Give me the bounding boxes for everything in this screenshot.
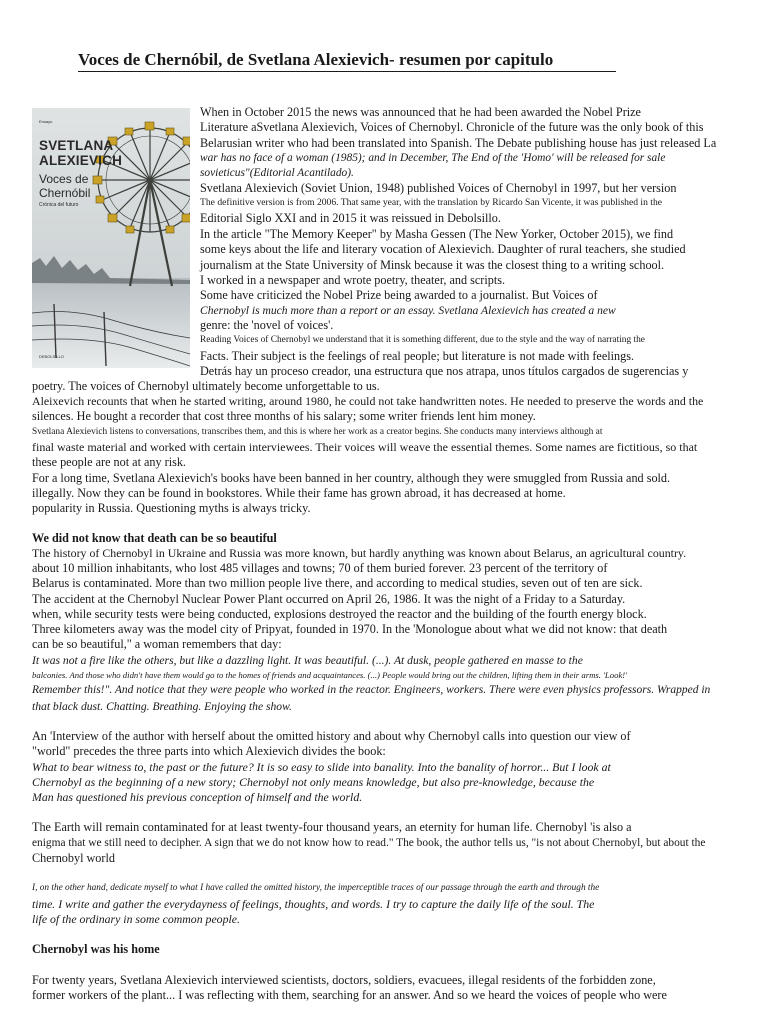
text-line: Belarus is contaminated. More than two million people live there, and according to medical studies, seven out of ten are sick. (32, 576, 643, 590)
text-line: Editorial Siglo XXI and in 2015 it was reissued in Debolsillo. (200, 211, 501, 225)
text-line: An 'Interview of the author with herself about the omitted history and about why Chernobyl calls into question our view of (32, 729, 631, 743)
text-line: The definitive version is from 2006. That same year, with the translation by Ricardo San Vicente, it was published in the (200, 197, 663, 208)
text-line: In the article "The Memory Keeper" by Masha Gessen (The New Yorker, October 2015), we find (200, 227, 674, 241)
text-line: Belarusian writer who had been translated into Spanish. The Debate publishing house has just released La (200, 136, 717, 150)
text-line: former workers of the plant... I was reflecting with them, searching for an answer. And so we heard the voices of people who were (32, 988, 667, 1002)
text-line: Chernobyl is much more than a report or an essay. Svetlana Alexievich has created a new (200, 304, 616, 317)
text-line: popularity in Russia. Questioning myths is always tricky. (32, 501, 311, 515)
cover-book-title-1: Voces de (39, 172, 89, 186)
cover-subtitle: Crónica del futuro (39, 202, 79, 208)
text-line: silences. He bought a recorder that cost three months of his salary; some writer friends lent him money. (32, 409, 536, 423)
text-line: Some have criticized the Nobel Prize being awarded to a journalist. But Voices of (200, 288, 598, 302)
text-line: journalism at the State University of Minsk because it was the closest thing to a writing school. (200, 258, 665, 272)
section-heading: We did not know that death can be so beautiful (32, 531, 277, 545)
text-line: that black dust. Chatting. Breathing. Enjoying the show. (32, 700, 292, 713)
text-line: The Earth will remain contaminated for at least twenty-four thousand years, an eternity for human life. Chernobyl 'is also a (32, 820, 632, 834)
text-line: can be so beautiful," a woman remembers that day: (32, 637, 282, 651)
text-line: When in October 2015 the news was announced that he had been awarded the Nobel Prize (200, 105, 641, 119)
document-title: Voces de Chernóbil, de Svetlana Alexievich- resumen por capitulo (78, 50, 616, 72)
text-line: genre: the 'novel of voices'. (200, 318, 334, 332)
text-line: Literature aSvetlana Alexievich, Voices of Chernobyl. Chronicle of the future was the only book of this (200, 120, 704, 134)
text-line: war has no face of a woman (1985); and in December, The End of the 'Homo' will be released for sale (200, 152, 666, 164)
text-line: For twenty years, Svetlana Alexievich interviewed scientists, doctors, soldiers, evacuees, illegal residents of the forbidden zone, (32, 973, 656, 987)
text-line: illegally. Now they can be found in bookstores. While their fame has grown abroad, it has decreased at home. (32, 486, 566, 500)
text-line: The accident at the Chernobyl Nuclear Power Plant occurred on April 26, 1986. It was the night of a Friday to a Saturday. (32, 592, 626, 606)
text-line: poetry. The voices of Chernobyl ultimately become unforgettable to us. (32, 379, 380, 393)
cover-author-first: SVETLANA (39, 138, 114, 153)
text-line: some keys about the life and literary vocation of Alexievich. Daughter of rural teachers, she studied (200, 242, 686, 256)
text-line: Reading Voices of Chernobyl we understand that it is something different, due to the style and the way of narrating the (200, 335, 645, 345)
text-line: when, while security tests were being conducted, explosions destroyed the reactor and the building of the fourth energy block. (32, 607, 647, 621)
text-line: "world" precedes the three parts into which Alexievich divides the book: (32, 744, 386, 758)
text-line: Chernobyl world (32, 851, 115, 865)
text-line: Svetlana Alexievich listens to conversations, transcribes them, and this is where her work as a creator begins. She conducts many interviews although at (32, 427, 603, 437)
text-line: sovieticus"(Editorial Acantilado). (200, 167, 354, 179)
text-line: Three kilometers away was the model city of Pripyat, founded in 1970. In the 'Monologue about what we did not know: that death (32, 622, 668, 636)
section-heading: Chernobyl was his home (32, 942, 160, 956)
text-line: balconies. And those who didn't have them would go to the homes of friends and acquaintances. (...) People would bring out the children, lifting them in their arms. 'Look!' (32, 670, 628, 680)
text-line: final waste material and worked with certain interviewees. Their voices will weave the essential themes. Some names are fictitious, so that (32, 440, 698, 454)
text-line: The history of Chernobyl in Ukraine and Russia was more known, but hardly anything was known about Belarus, an agricultural country. (32, 546, 687, 560)
text-line: Svetlana Alexievich (Soviet Union, 1948) published Voices of Chernobyl in 1997, but her version (200, 181, 677, 195)
text-line: Remember this!". And notice that they were people who worked in the reactor. Engineers, workers. There were even physics professors. Wrapped in (32, 684, 711, 696)
cover-author-last: ALEXIEVICH (39, 153, 123, 168)
text-line: For a long time, Svetlana Alexievich's books have been banned in her country, although they were smuggled from Russia and sold. (32, 471, 671, 485)
text-line: time. I write and gather the everydayness of feelings, thoughts, and words. I try to capture the daily life of the soul. The (32, 897, 595, 911)
text-line: enigma that we still need to decipher. A sign that we do not know how to read." The book, the author tells us, "is not about Chernobyl, but about the (32, 837, 706, 849)
text-line: I, on the other hand, dedicate myself to what I have called the omitted history, the imperceptible traces of our passage through the earth and through the (32, 883, 600, 893)
text-line: Chernobyl as the beginning of a new story; Chernobyl not only means knowledge, but also pre-knowledge, because the (32, 775, 595, 789)
cover-series-label: Ensayo (39, 119, 53, 124)
text-line: What to bear witness to, the past or the future? It is so easy to slide into banality. Into the banality of horror... But I look at (32, 760, 611, 774)
text-line: Detrás hay un proceso creador, una estructura que nos atrapa, unos títulos cargados de sugerencias y (200, 364, 689, 378)
text-line: I worked in a newspaper and wrote poetry, theater, and scripts. (200, 273, 505, 287)
text-line: Man has questioned his previous conception of himself and the world. (32, 790, 363, 804)
text-line: about 10 million inhabitants, who lost 485 villages and towns; 70 of them buried forever. 23 percent of the territory of (32, 561, 608, 575)
text-line: Facts. Their subject is the feelings of real people; but literature is not made with feelings. (200, 349, 635, 363)
text-line: It was not a fire like the others, but like a dazzling light. It was beautiful. (...). At dusk, people gathered en masse to the (32, 654, 583, 667)
text-line: these people are not at any risk. (32, 455, 186, 469)
cover-publisher: DEBOLSILLO (39, 354, 64, 359)
text-line: Aleixevich recounts that when he started writing, around 1980, he could not take handwritten notes. He needed to preserve the words and the (32, 394, 704, 408)
cover-book-title-2: Chernóbil (39, 186, 91, 200)
text-line: life of the ordinary in some common people. (32, 912, 240, 926)
